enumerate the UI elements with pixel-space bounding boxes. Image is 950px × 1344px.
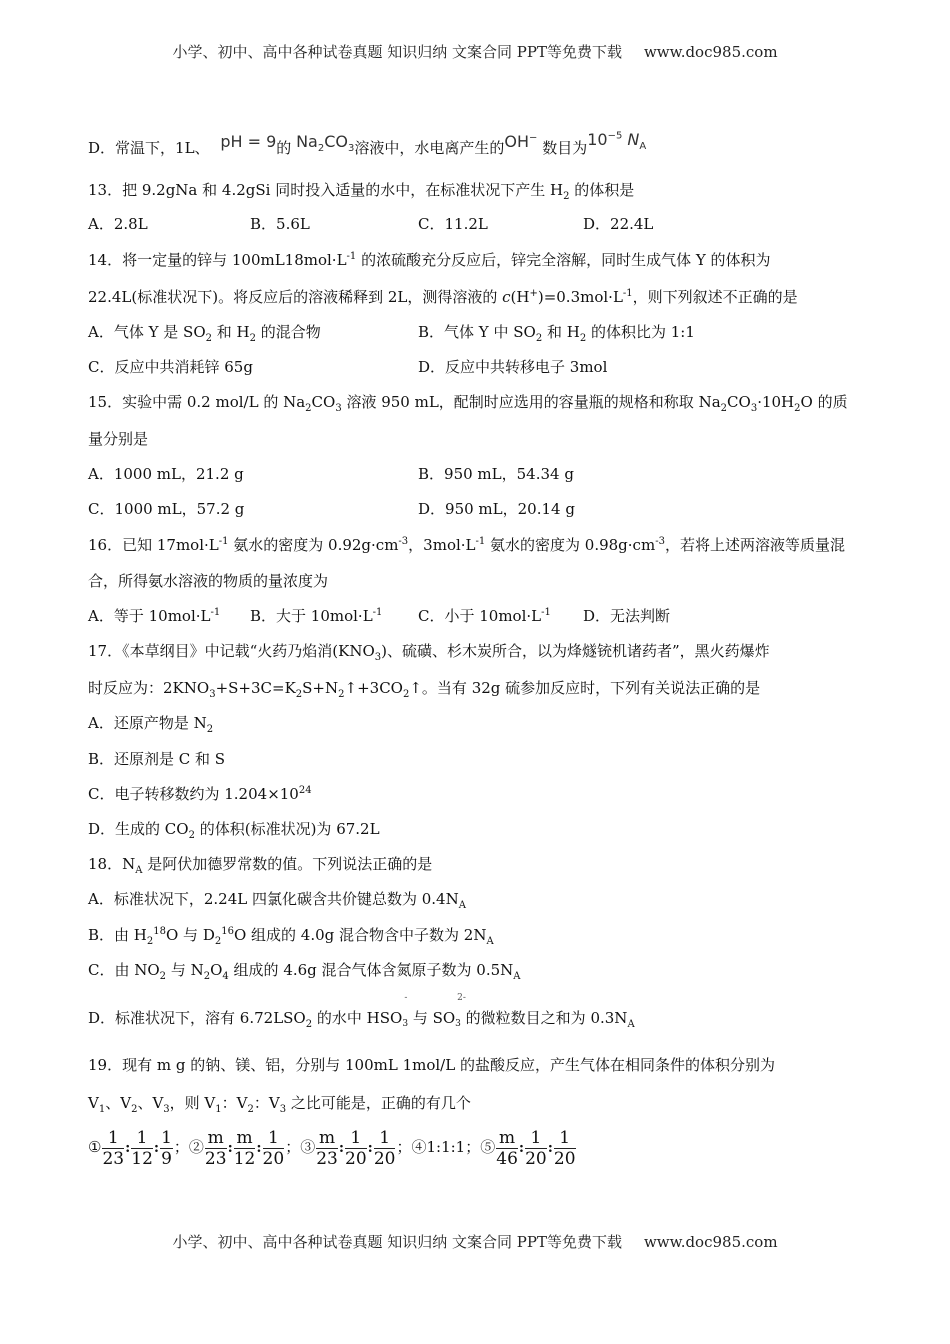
- fraction-denominator: 20: [373, 1148, 396, 1169]
- fraction: [525, 1128, 547, 1169]
- fraction: [131, 1128, 153, 1169]
- page-footer: [0, 1231, 950, 1252]
- fraction-numerator: m: [234, 1128, 256, 1149]
- q14-option-b: B．气体 Y 中 $SO_2$ 和 $H_2$ 的体积比为 1:1: [418, 323, 695, 344]
- q14-stem-line1: 14．将一定量的锌与 $100mL18mol\cdot L^{-1}$ 的浓硫酸充分反应后，锌完全溶解，同时生成气体 Y 的体积为: [88, 251, 771, 269]
- fraction: [345, 1128, 367, 1169]
- ratio-option-5: [495, 1127, 576, 1169]
- q18-option-c: C．由 $NO_2$ 与 $N_2O_4$ 组成的 4.6g 混合气体含氮原子数为 $0.5N_A$: [88, 961, 521, 982]
- q14-stem-line2: 22.4L(标准状况下)。将反应后的溶液稀释到 2L，测得溶液的 $c(H^+)=0.3mol\cdot L^{-1}$，则下列叙述不正确的是: [88, 288, 798, 306]
- q19-ratio-options: ① $\frac{1}{23}$ : $\frac{1}{12}$ : $\frac{1}{9}$ ；② $\frac{m}{23}$ : $\frac{m}{12}$ : $\frac{1}{20}$ ；③ $\frac{m}{23}$ : $\frac{1}{20}$ : $\frac{1}{20}$ ；④1:1:1；⑤ $\frac{m}{46}$ : $\frac{1}{20}$ : $\frac{1}{20}$: [88, 1127, 576, 1169]
- fraction-numerator: 1: [374, 1128, 396, 1149]
- fraction: [263, 1128, 285, 1169]
- fraction-denominator: 12: [131, 1148, 153, 1169]
- q16-option-d: D．无法判断: [583, 607, 671, 625]
- fraction-denominator: 23: [316, 1148, 338, 1169]
- ratio-colon: :: [367, 1140, 373, 1156]
- fraction-denominator: 9: [161, 1148, 172, 1169]
- q15-stem-line2: 量分别是: [88, 430, 149, 448]
- q14-option-c: C．反应中共消耗锌 65g: [88, 358, 253, 376]
- ratio-option-1: [101, 1127, 173, 1169]
- fraction: [374, 1128, 396, 1169]
- oh-ion: OH−: [504, 132, 538, 151]
- ratio-colon: :: [547, 1140, 553, 1156]
- ratio-colon: :: [338, 1140, 345, 1156]
- q17-stem-line1: 17．《本草纲目》中记载“火药乃焰消$(KNO_3)$、硫磺、杉木炭所合，以为烽燧铳机诸药者”，黑火药爆炸: [88, 642, 770, 663]
- fraction: [234, 1128, 256, 1169]
- q16-option-b: B．大于 $10mol\cdot L^{-1}$: [250, 607, 383, 625]
- q15-option-d: D．950 mL，20.14 g: [418, 500, 575, 518]
- q15-option-b: B．950 mL，54.34 g: [418, 465, 574, 483]
- fraction-numerator: m: [316, 1128, 338, 1149]
- ratio-option-2: [204, 1127, 285, 1169]
- fraction-denominator: 12: [233, 1148, 256, 1169]
- ratio-colon: :: [518, 1140, 525, 1156]
- ratio-colon: :: [256, 1140, 262, 1156]
- fraction: [496, 1128, 518, 1169]
- fraction-numerator: 1: [102, 1128, 124, 1149]
- ph-value: pH = 9: [220, 132, 277, 151]
- fraction-denominator: 20: [345, 1148, 367, 1169]
- fraction: [554, 1128, 576, 1169]
- q17-option-a: A．还原产物是 $N_2$: [88, 714, 214, 735]
- q17-option-d: D．生成的 $CO_2$ 的体积(标准状况)为 67.2L: [88, 820, 380, 841]
- footer-text: 小学、初中、高中各种试卷真题 知识归纳 文案合同 PPT等免费下载: [172, 1233, 622, 1251]
- fraction-denominator: 23: [204, 1148, 227, 1169]
- fraction-denominator: 20: [553, 1148, 576, 1169]
- q19-stem-line2: $V_1$、$V_2$、$V_3$，则 $V_1$：$V_2$：$V_3$ 之比可能是，正确的有几个: [88, 1094, 471, 1115]
- ratio-colon: :: [227, 1140, 233, 1156]
- q19-stem-line1: 19．现有 m g 的钠、镁、铝，分别与 100mL 1mol/L 的盐酸反应，产生气体在相同条件的体积分别为: [88, 1056, 775, 1074]
- ratio-colon: :: [125, 1140, 131, 1156]
- q18-option-b: B．由 $H_2^{18}O$ 与 $D_2^{16}O$ 组成的 4.0g 混合物含中子数为 $2N_A$: [88, 926, 494, 947]
- ratio-colon: :: [153, 1140, 160, 1156]
- oh-count: $10^{-5}$ $N_A$: [587, 130, 647, 153]
- fraction: [102, 1128, 124, 1169]
- q12-option-d: D．常温下，1L、 pH = 9的 $Na_2CO_3$溶液中，水电离产生的OH− 数目为$10^{-5}$ $N_A$: [88, 130, 647, 157]
- q13-option-c: C．11.2L: [418, 215, 488, 233]
- q17-option-c: C．电子转移数约为 $1.204\times 10^{24}$: [88, 785, 312, 803]
- fraction-numerator: 1: [263, 1128, 285, 1149]
- q17-stem-line2: 时反应为：$2KNO_3+S+3C=K_2S+N_2↑+3CO_2↑$。当有 32g 硫参加反应时，下列有关说法正确的是: [88, 679, 761, 700]
- page-header: [0, 41, 950, 62]
- q16-stem-line2: 合，所得氨水溶液的物质的量浓度为: [88, 572, 329, 590]
- fraction-denominator: 23: [102, 1148, 125, 1169]
- q13-option-b: B．5.6L: [250, 215, 310, 233]
- q13-option-a: A．2.8L: [88, 215, 148, 233]
- fraction-denominator: 46: [496, 1148, 518, 1169]
- fraction-numerator: 1: [345, 1128, 367, 1149]
- q13-stem: 13．把 9.2gNa 和 4.2gSi 同时投入适量的水中，在标准状况下产生 $H_2$ 的体积是: [88, 181, 635, 202]
- fraction-numerator: 1: [554, 1128, 576, 1149]
- fraction-numerator: 1: [525, 1128, 547, 1149]
- fraction-numerator: 1: [131, 1128, 153, 1149]
- fraction-numerator: m: [496, 1128, 518, 1149]
- fraction-numerator: m: [205, 1128, 227, 1149]
- q14-option-a: A．气体 Y 是 $SO_2$ 和 $H_2$ 的混合物: [88, 323, 321, 344]
- fraction: [160, 1128, 173, 1169]
- q18-option-a: A．标准状况下，2.24L 四氯化碳含共价键总数为 $0.4N_A$: [88, 890, 466, 911]
- ratio-option-3: [315, 1127, 396, 1169]
- fraction: [316, 1128, 338, 1169]
- q16-option-a: A．等于 $10mol\cdot L^{-1}$: [88, 607, 221, 625]
- q15-option-a: A．1000 mL，21.2 g: [88, 465, 244, 483]
- q15-stem-line1: 15．实验中需 0.2 mol/L 的 $Na_2CO_3$ 溶液 950 mL，配制时应选用的容量瓶的规格和称取 $Na_2CO_3\cdot 10H_2O$ 的质: [88, 393, 848, 414]
- na2co3-formula: $Na_2CO_3$: [296, 132, 355, 155]
- q14-option-d: D．反应中共转移电子 3mol: [418, 358, 608, 376]
- header-site: www.doc985.com: [643, 43, 778, 61]
- fraction-denominator: 20: [262, 1148, 285, 1169]
- ratio-option-4: 1:1:1: [426, 1138, 466, 1156]
- q16-stem-line1: 16．已知 $17mol\cdot L^{-1}$ 氨水的密度为 $0.92g\cdot cm^{-3}$，$3mol\cdot L^{-1}$ 氨水的密度为 $0.98g\cdot cm^{-3}$，若将上述两溶液等质量混: [88, 536, 845, 554]
- q16-option-c: C．小于 $10mol\cdot L^{-1}$: [418, 607, 551, 625]
- q17-option-b: B．还原剂是 C 和 S: [88, 750, 226, 768]
- fraction-denominator: 20: [525, 1148, 547, 1169]
- q18-option-d: D．标准状况下，溶有 $6.72LSO_2$ 的水中 HSO - $_3$ 与 SO 2- $_3$ 的微粒数目之和为 $0.3N_A$: [88, 993, 635, 1030]
- q15-option-c: C．1000 mL，57.2 g: [88, 500, 245, 518]
- fraction: [205, 1128, 227, 1169]
- header-text: 小学、初中、高中各种试卷真题 知识归纳 文案合同 PPT等免费下载: [172, 43, 622, 61]
- fraction-numerator: 1: [161, 1127, 172, 1148]
- footer-site: www.doc985.com: [643, 1233, 778, 1251]
- q18-stem: 18．$N_A$ 是阿伏加德罗常数的值。下列说法正确的是: [88, 855, 433, 876]
- q13-option-d: D．22.4L: [583, 215, 654, 233]
